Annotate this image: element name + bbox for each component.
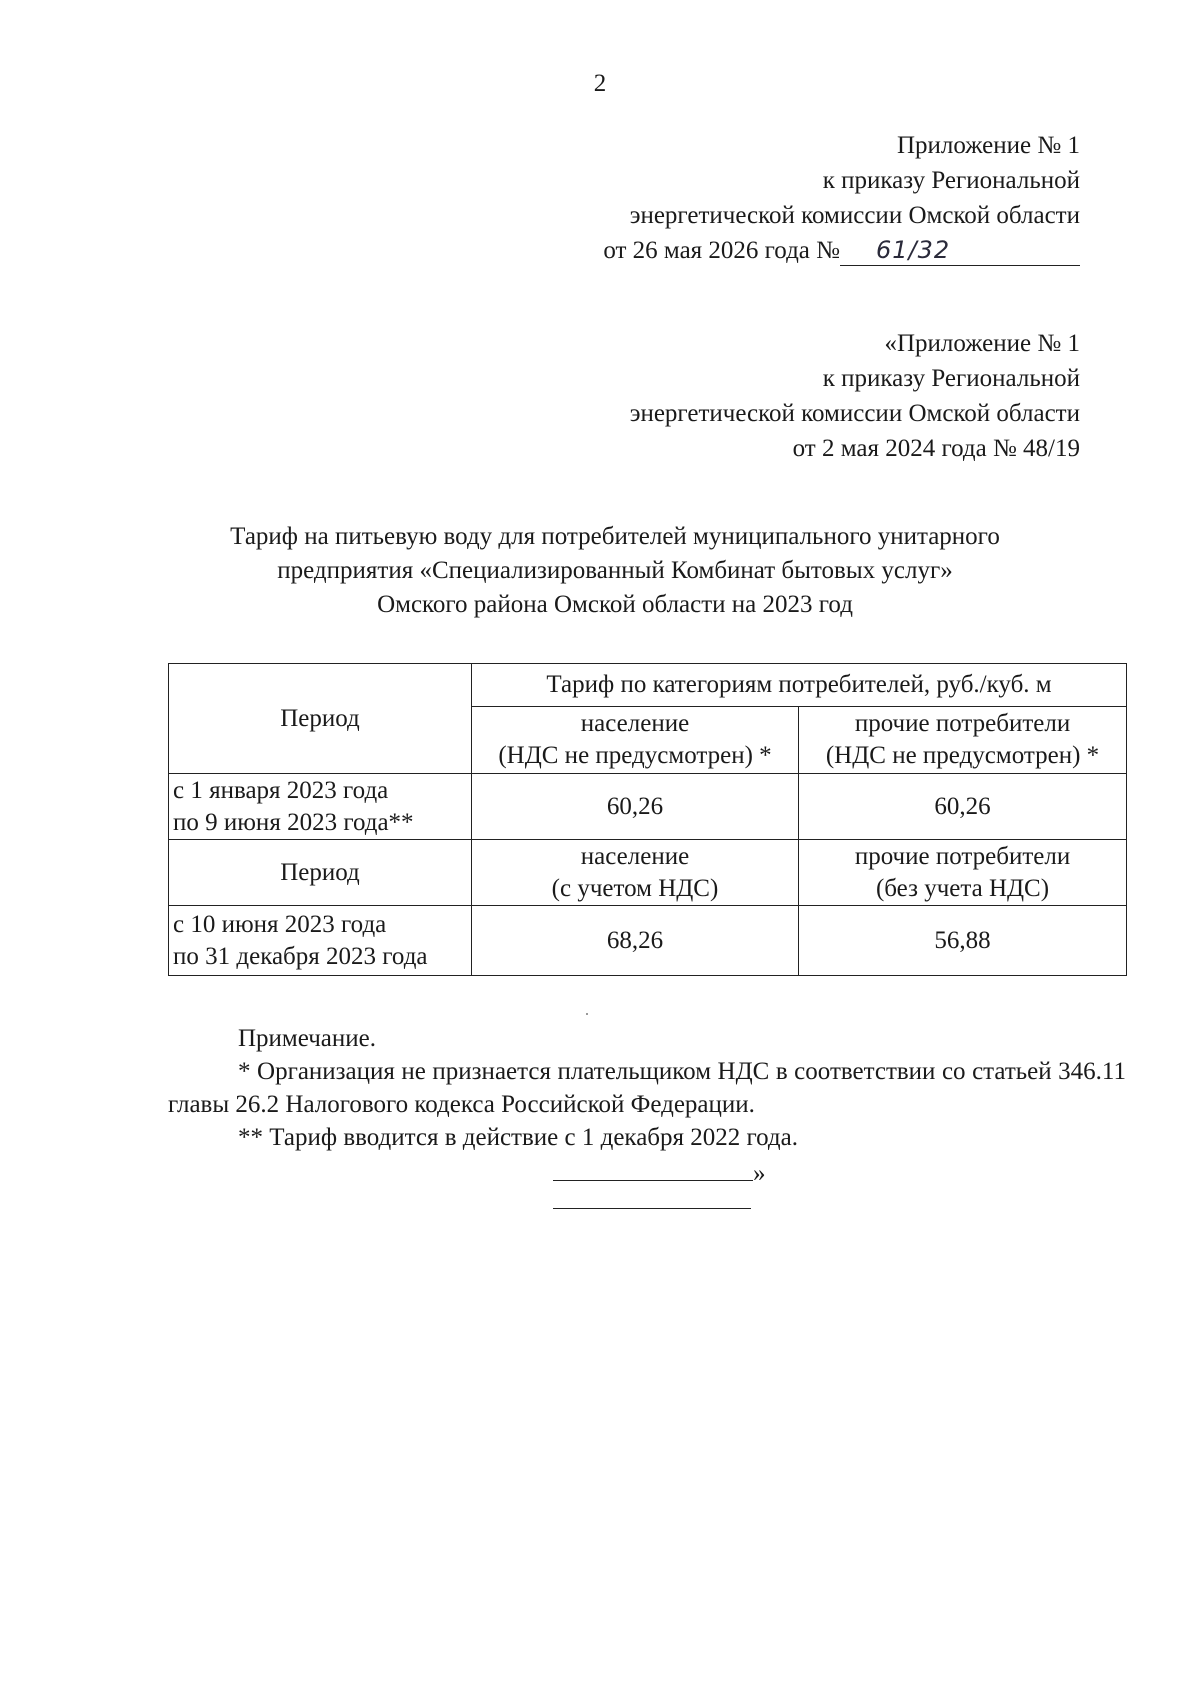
population-header-cell: население (НДС не предусмотрен) * [472, 707, 799, 774]
closing-quote: » [753, 1160, 766, 1187]
title-line-2: предприятия «Специализированный Комбинат бытовых услуг» [277, 557, 953, 584]
note-effective-date: ** Тариф вводится в действие с 1 декабря 2022 года. [238, 1124, 798, 1151]
appendix-order-ref: к приказу Региональной [822, 167, 1080, 194]
table-header-row [169, 664, 1127, 707]
period-cell: с 1 января 2023 года по 9 июня 2023 года** [169, 774, 472, 840]
document-title [150, 520, 1080, 622]
appendix-commission: энергетической комиссии Омской области [629, 202, 1080, 229]
note-vat: * Организация не признается плательщиком НДС в соответствии со статьей 346.11 главы 26.2 Налогового кодекса Российской Федерации. [168, 1058, 1126, 1118]
period-cell: с 10 июня 2023 года по 31 декабря 2023 года [169, 906, 472, 976]
appendix-date: от 26 мая 2026 года № [603, 237, 840, 264]
end-separator-line [553, 1208, 751, 1209]
title-line-1: Тариф на питьевую воду для потребителей муниципального унитарного [230, 523, 1000, 550]
others-value-cell: 60,26 [799, 774, 1127, 840]
others-value-cell: 56,88 [799, 906, 1127, 976]
closing-mark [553, 1158, 766, 1189]
closing-underline [553, 1158, 753, 1181]
title-line-3: Омского района Омской области на 2023 год [377, 591, 853, 618]
others-header-cell-2: прочие потребители (без учета НДС) [799, 840, 1127, 906]
appendix-title: Приложение № 1 [896, 132, 1080, 159]
original-appendix-order-ref: к приказу Региональной [822, 365, 1080, 392]
original-appendix-commission: энергетической комиссии Омской области [629, 400, 1080, 427]
appendix-date-line [603, 233, 1080, 268]
tariff-header-cell: Тариф по категориям потребителей, руб./куб. м [472, 664, 1127, 707]
table-row [169, 906, 1127, 976]
original-appendix-title: «Приложение № 1 [884, 330, 1080, 357]
notes-heading: Примечание. [238, 1025, 377, 1052]
table-subheader-row-2 [169, 840, 1127, 906]
handwritten-order-number: 61/32 [840, 235, 1080, 266]
table-row [169, 774, 1127, 840]
period-header-cell-2: Период [169, 840, 472, 906]
population-value-cell: 68,26 [472, 906, 799, 976]
original-appendix-date: от 2 мая 2024 года № 48/19 [792, 435, 1080, 462]
population-header-cell-2: население (с учетом НДС) [472, 840, 799, 906]
scan-speck [586, 1013, 588, 1015]
population-value-cell: 60,26 [472, 774, 799, 840]
page-number: 2 [593, 70, 607, 97]
appendix-header-current [603, 128, 1080, 268]
appendix-header-original [630, 326, 1080, 466]
period-header-cell: Период [169, 664, 472, 774]
tariff-table [168, 663, 1127, 976]
notes-section [168, 1022, 1126, 1154]
others-header-cell: прочие потребители (НДС не предусмотрен) * [799, 707, 1127, 774]
